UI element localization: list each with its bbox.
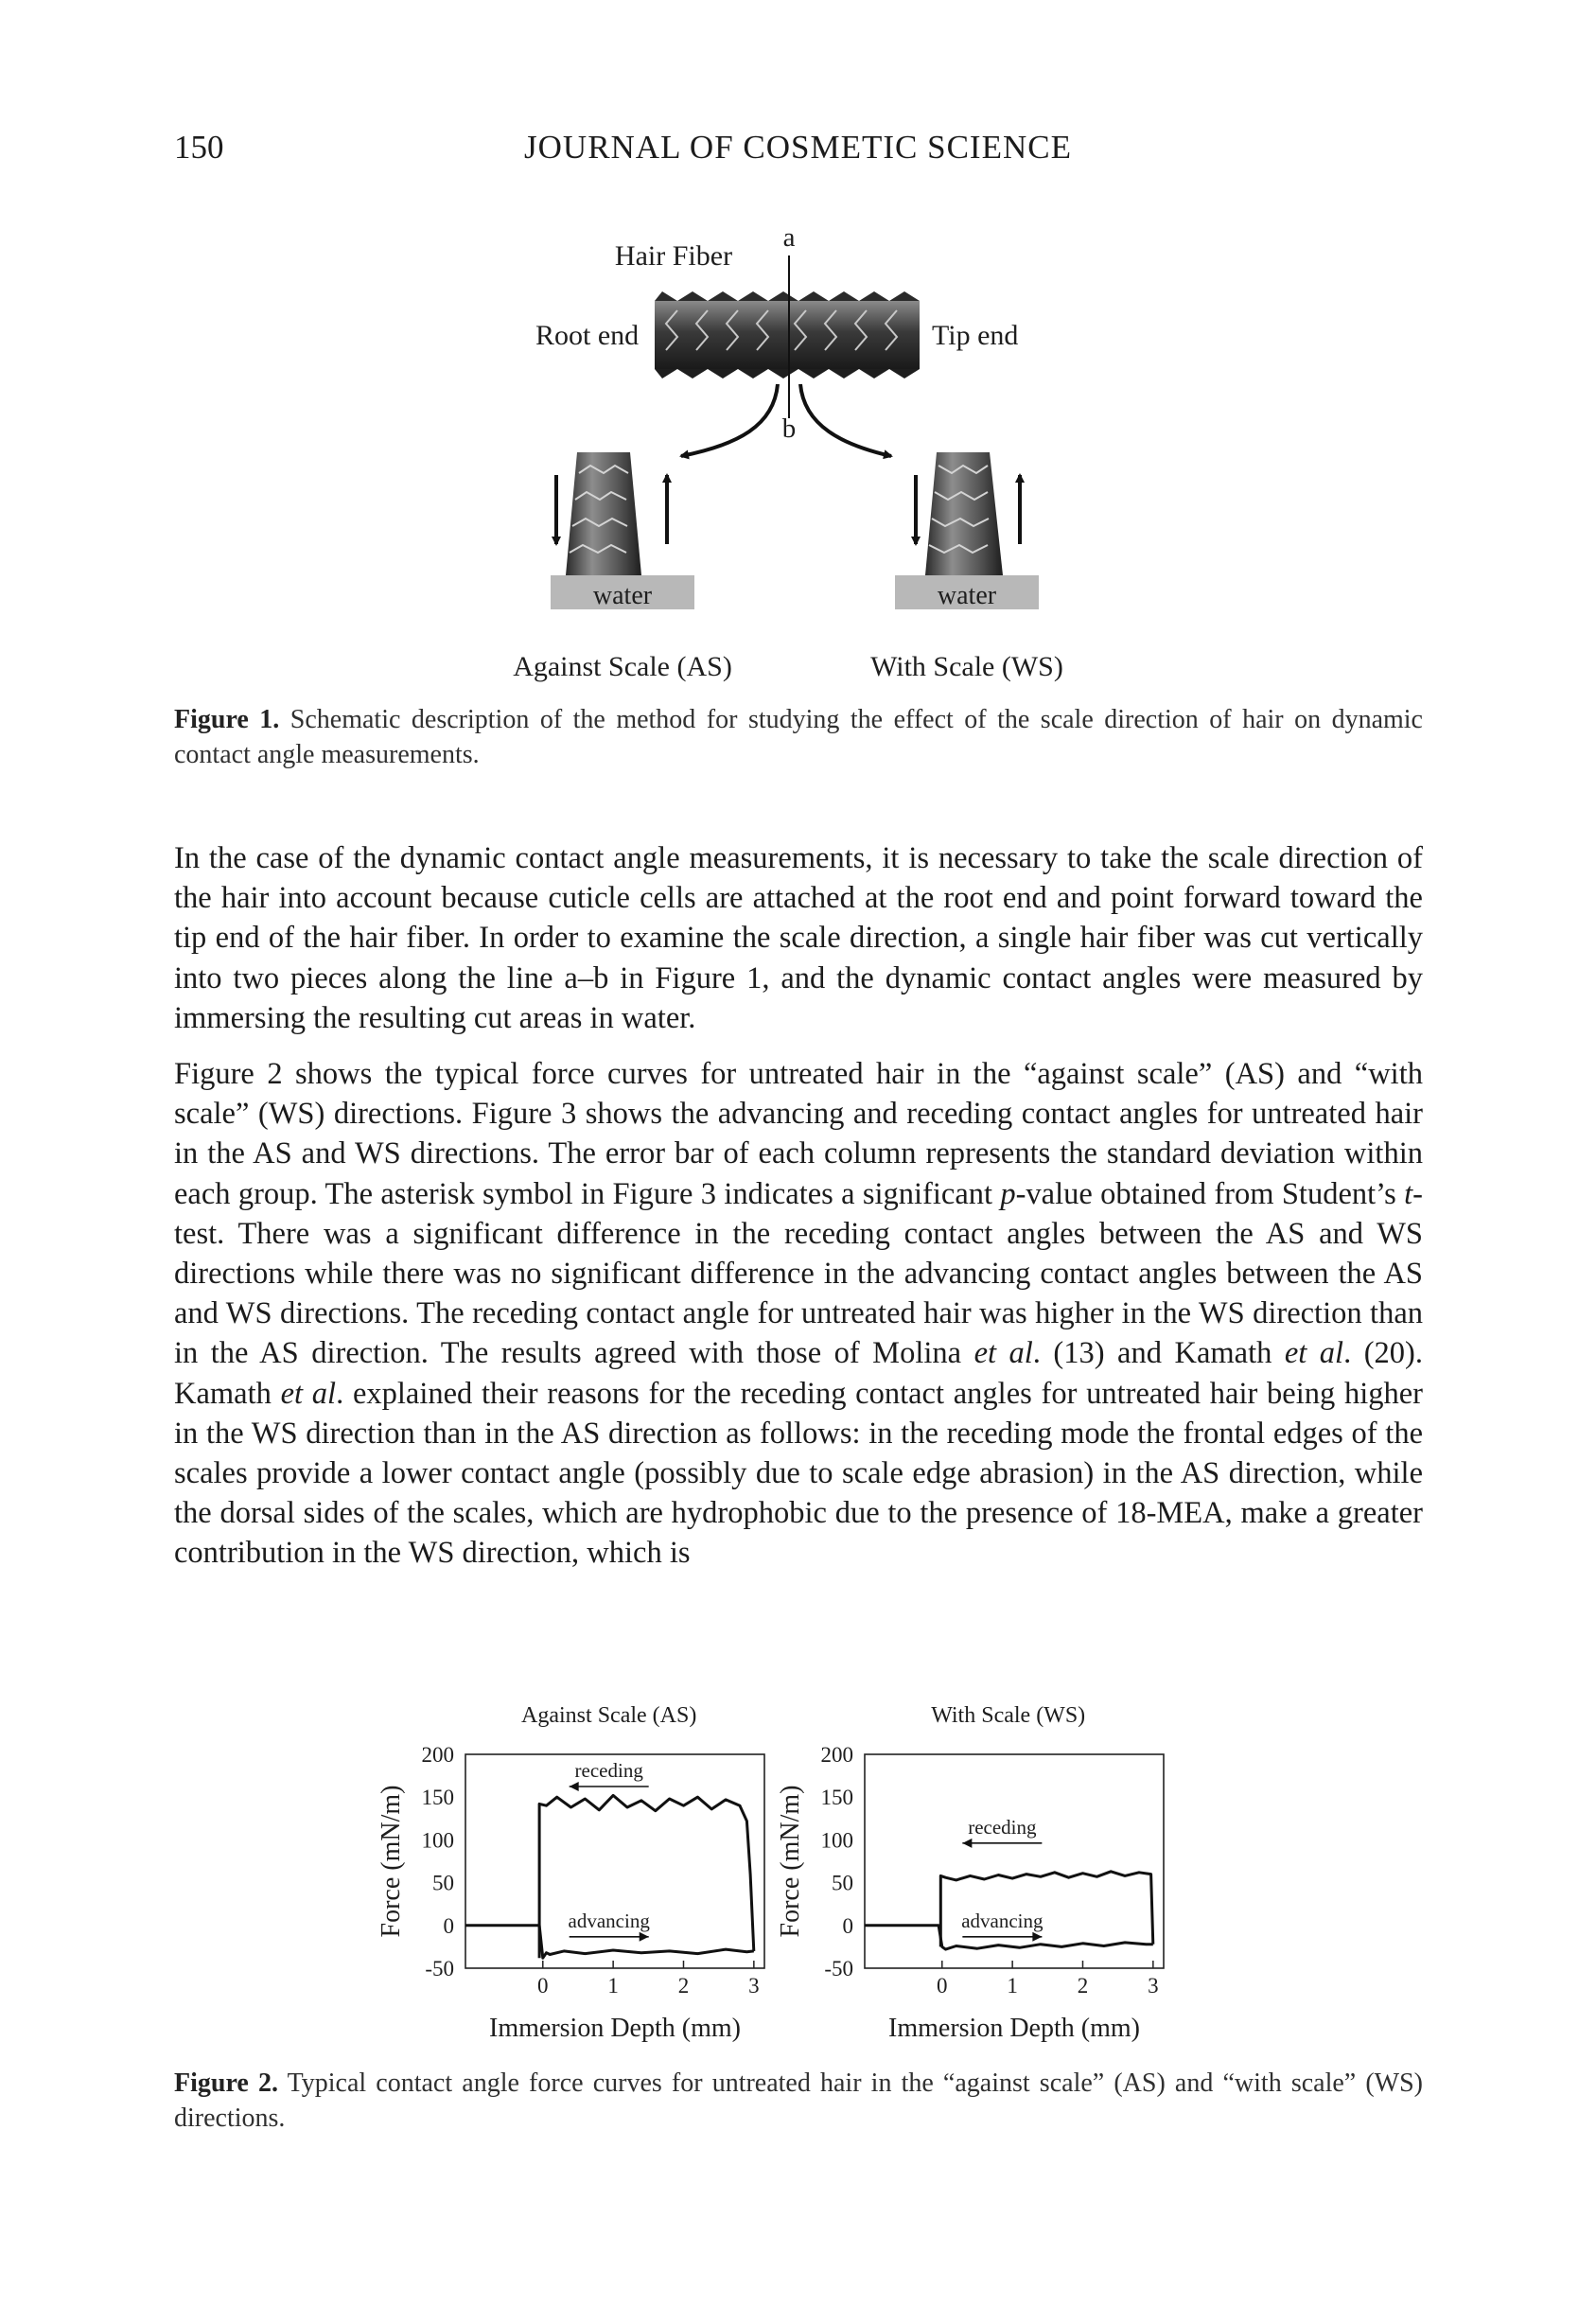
water-label-left: water	[592, 581, 653, 610]
body-p2-italic-p: p	[1000, 1176, 1016, 1211]
panel-as-y-tick-label: 200	[421, 1743, 454, 1767]
body-p2-text-1: Figure 2 shows the typical force curves for untreated hair in the “against scale” (AS) and “with scale” (WS) directions. Figure 3 shows the advancing and receding contact angles for untreated hair in the AS and WS directions. The error bar of each column represents the standard deviation within each group. The asterisk symbol in Figure 3 indicates a significant	[174, 1057, 1423, 1211]
body-paragraph-1: In the case of the dynamic contact angle measurements, it is necessary to take the scale direction of the hair into account because cuticle cells are attached at the root end and point forward toward the tip end of the hair fiber. In order to examine the scale direction, a single hair fiber was cut vertically into two pieces along the line a–b in Figure 1, and the dynamic contact angles were measured by immersing the resulting cut areas in water.	[174, 841, 1423, 1035]
panel-ws-title: With Scale (WS)	[931, 1703, 1086, 1728]
panel-as-advancing-arrowhead	[640, 1932, 649, 1942]
label-b: b	[781, 414, 797, 444]
against-scale-label: Against Scale (AS)	[513, 651, 732, 682]
ws-hair-piece	[925, 452, 1003, 575]
panel-as-x-tick-label: 1	[607, 1974, 619, 1998]
panel-as-y-tick-label: 150	[421, 1786, 454, 1810]
panel-ws-y-tick-label: 200	[820, 1743, 853, 1767]
panel-as-x-axis-label: Immersion Depth (mm)	[489, 2014, 741, 2043]
panel-ws-y-tick-label: 50	[832, 1871, 853, 1895]
body-p2-text-6: . explained their reasons for the receding contact angles for untreated hair being higher in the WS direction than in the AS direction as follows: in the receding mode the frontal edges of the scales provide a lower contact angle (possibly due to scale edge abrasion) in the AS direction, while the dorsal sides of the scales, which are hydrophobic due to the presence of 18-MEA, make a greater contribution in the WS direction, which is	[174, 1376, 1423, 1571]
hair-fiber-label: Hair Fiber	[614, 240, 733, 272]
curved-arrow-left	[681, 384, 778, 456]
panel-as-y-axis-label: Force (mN/m)	[377, 1785, 406, 1938]
page-number: 150	[174, 129, 224, 166]
curved-arrow-right	[800, 384, 891, 456]
panel-ws-receding-label: receding	[968, 1815, 1037, 1839]
figure-2-caption-label: Figure 2.	[174, 2068, 278, 2098]
panel-as-y-tick-label: 100	[421, 1828, 454, 1853]
panel-as-x-tick-label: 2	[677, 1974, 690, 1998]
body-p2-text-5: . (20). Kamath	[174, 1336, 1423, 1411]
panel-ws-x-tick-label: 3	[1148, 1974, 1159, 1998]
panel-ws-y-tick-label: 0	[842, 1913, 853, 1938]
panel-as-x-tick-label: 0	[537, 1974, 549, 1998]
panel-ws-x-tick-label: 0	[937, 1974, 948, 1998]
body-p2-etal-1: et al	[973, 1336, 1033, 1371]
panel-ws-advancing-arrowhead	[1032, 1932, 1042, 1942]
panel-as-title: Against Scale (AS)	[521, 1703, 697, 1728]
figure-1-caption-label: Figure 1.	[174, 705, 280, 734]
running-header-journal-title: JOURNAL OF COSMETIC SCIENCE	[524, 129, 1072, 166]
panel-ws-y-tick-label: 100	[820, 1828, 853, 1853]
root-end-label: Root end	[535, 320, 640, 351]
panel-as-receding-label: receding	[574, 1759, 643, 1782]
hair-fiber-illustration	[655, 291, 920, 378]
panel-as-y-tick-label: -50	[425, 1957, 454, 1980]
panel-ws-receding-arrowhead	[962, 1839, 972, 1848]
panel-ws-y-axis-label: Force (mN/m)	[776, 1785, 805, 1938]
panel-ws-x-tick-label: 1	[1007, 1974, 1018, 1998]
body-p2-text-2: -value obtained from Student’s	[1015, 1176, 1405, 1211]
with-scale-label: With Scale (WS)	[870, 651, 1063, 682]
body-p2-etal-3: et al	[280, 1376, 337, 1411]
figure-1-schematic	[0, 208, 1596, 908]
figure-1-caption-text: Schematic description of the method for studying the effect of the scale direction of hair on dynamic contact angle measurements.	[174, 705, 1423, 769]
panel-ws-y-tick-label: 150	[820, 1786, 853, 1810]
panel-as-series-receding	[539, 1795, 754, 1958]
panel-as-y-tick-label: 50	[432, 1871, 454, 1895]
body-p2-etal-2: et al	[1284, 1336, 1344, 1371]
figure-2-caption	[174, 2066, 1423, 2136]
panel-as-y-tick-label: 0	[443, 1913, 454, 1938]
body-paragraph-2	[174, 1054, 1423, 1574]
as-hair-piece	[566, 452, 641, 575]
figure-1-caption	[174, 702, 1423, 772]
panel-ws-x-tick-label: 2	[1077, 1974, 1089, 1998]
label-a: a	[782, 222, 796, 253]
panel-as-advancing-label: advancing	[568, 1909, 650, 1932]
panel-ws-y-tick-label: -50	[824, 1957, 853, 1980]
figure-2-force-curves	[0, 1694, 1596, 2072]
figure-2-caption-text: Typical contact angle force curves for untreated hair in the “against scale” (AS) and “with scale” (WS) directions.	[174, 2068, 1424, 2133]
panel-as-x-tick-label: 3	[748, 1974, 760, 1998]
panel-ws-x-axis-label: Immersion Depth (mm)	[888, 2014, 1140, 2043]
water-label-right: water	[937, 581, 997, 610]
body-p2-text-4: . (13) and Kamath	[1032, 1336, 1285, 1371]
body-p2-italic-t: t	[1404, 1176, 1413, 1211]
tip-end-label: Tip end	[932, 320, 1019, 351]
panel-as-receding-arrowhead	[570, 1782, 579, 1791]
body-p2-text-3: -test. There was a significant difference in the receding contact angles between the AS and WS directions while there was no significant difference in the advancing contact angles between the AS and WS directions. The receding contact angle for untreated hair was higher in the WS direction than in the AS direction. The results agreed with those of Molina	[174, 1176, 1423, 1371]
panel-ws-advancing-label: advancing	[961, 1909, 1044, 1932]
